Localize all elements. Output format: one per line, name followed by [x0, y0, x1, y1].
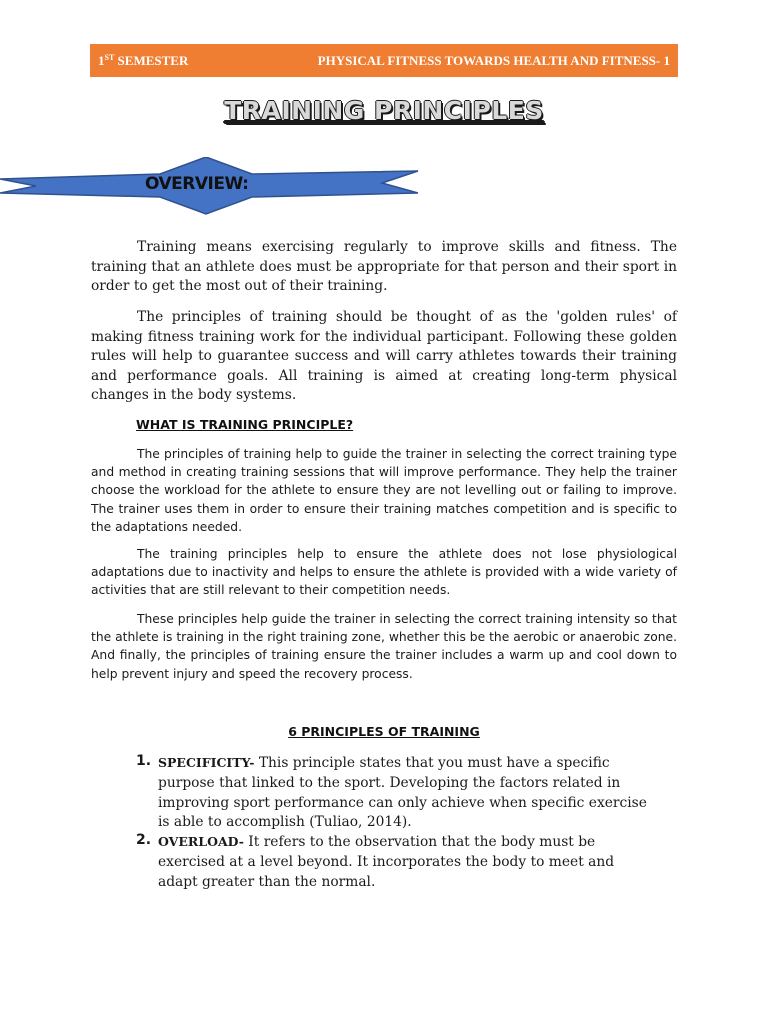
what-is-paragraph-2: The training principles help to ensure the athlete does not lose physiological adaptations due to inactivity and helps to ensure the athlete is provided with a wide variety of activities that are still relevant to their competition needs.: [91, 547, 677, 598]
list-item-body: [158, 832, 658, 892]
overview-paragraph-2: The principles of training should be thought of as the 'golden rules' of making fitness training work for the individual participant. Following these golden rules will help to guarantee success and will carry athletes towards their training and performance goals. All training is aimed at creating long-term physical changes in the body systems.: [91, 309, 677, 404]
page-title: TRAINING PRINCIPLES: [224, 96, 544, 125]
header-bar: [90, 44, 678, 77]
principle-text: This principle states that you must have a specific purpose that linked to the sport. Developing the factors related in improving sport performance can only achieve when specific exercise is able to accomplish (Tuliao, 2014).: [158, 755, 647, 831]
what-is-heading: WHAT IS TRAINING PRINCIPLE?: [136, 417, 354, 432]
semester-label: 1ST SEMESTER: [98, 53, 189, 68]
list-number: 2.: [136, 832, 152, 848]
principle-text: It refers to the observation that the body must be exercised at a level beyond. It incorporates the body to meet and adapt greater than the normal.: [158, 834, 615, 890]
overview-paragraph-1: Training means exercising regularly to improve skills and fitness. The training that an athlete does must be appropriate for that person and their sport in order to get the most out of their training.: [91, 239, 677, 295]
course-title: PHYSICAL FITNESS TOWARDS HEALTH AND FITNESS- 1: [317, 53, 670, 68]
overview-label: OVERVIEW:: [145, 174, 249, 194]
principle-term: OVERLOAD-: [158, 834, 244, 849]
principle-term: SPECIFICITY-: [158, 755, 255, 770]
principles-heading: 6 PRINCIPLES OF TRAINING: [288, 724, 480, 739]
list-number: 1.: [136, 753, 152, 769]
what-is-paragraph-3: These principles help guide the trainer in selecting the correct training intensity so that the athlete is training in the right training zone, whether this be the aerobic or anaerobic zone. And finally, the principles of training ensure the trainer includes a warm up and cool down to help prevent injury and speed the recovery process.: [91, 612, 677, 681]
list-item-body: [158, 753, 658, 833]
what-is-paragraph-1: The principles of training help to guide the trainer in selecting the correct training type and method in creating training sessions that will improve performance. They help the trainer choose the workload for the athlete to ensure they are not levelling out or failing to improve. The trainer uses them in order to ensure their training matches competition and is specific to the adaptations needed.: [91, 447, 677, 534]
